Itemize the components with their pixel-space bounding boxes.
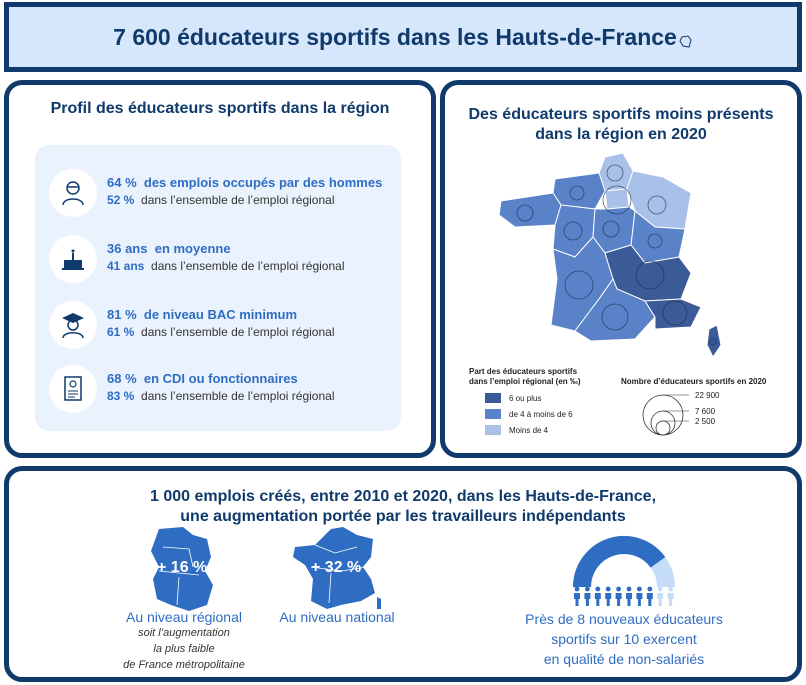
graduate-icon <box>49 301 97 349</box>
stat-main-value: 68 % <box>107 371 137 386</box>
stat-ref-text: dans l’ensemble de l’emploi régional <box>141 389 335 403</box>
stat-main-value: 36 ans <box>107 241 148 256</box>
stat-ref-text: dans l’ensemble de l’emploi régional <box>151 259 345 273</box>
legend-color-title-1: Part des éducateurs sportifs <box>469 367 578 376</box>
hauts-de-france-logo-icon <box>679 35 693 49</box>
stat-ref-value: 83 % <box>107 389 135 403</box>
legend-color-title-2: dans l’emploi régional (en ‰) <box>469 377 581 386</box>
person-icon <box>668 587 674 606</box>
legend-size-medium: 7 600 <box>695 407 716 416</box>
map-title-line2: dans la région en 2020 <box>535 126 707 143</box>
growth-title <box>9 487 797 527</box>
self-employed-line3: en qualité de non-salariés <box>543 651 705 667</box>
stat-item-education <box>49 301 399 357</box>
title-banner <box>4 2 802 72</box>
stat-ref-text: dans l’ensemble de l’emploi régional <box>141 193 335 207</box>
legend-swatch-mid <box>485 409 501 419</box>
stat-main-value: 64 % <box>107 175 137 190</box>
person-icon <box>605 587 611 606</box>
map-panel <box>440 80 802 458</box>
stat-ref-text: dans l’ensemble de l’emploi régional <box>141 325 335 339</box>
stat-ref-value: 52 % <box>107 193 135 207</box>
legend-class-mid: de 4 à moins de 6 <box>509 410 573 419</box>
person-icon <box>584 587 590 606</box>
region-corse <box>707 325 721 357</box>
regional-caption: Au niveau régional <box>126 609 242 625</box>
regional-sub-1: soit l’augmentation <box>138 627 230 639</box>
stat-main-text: en moyenne <box>154 241 231 256</box>
france-regions-map <box>495 149 735 359</box>
growth-title-line2: une augmentation portée par les travailleurs indépendants <box>180 508 626 525</box>
person-icon <box>657 587 663 606</box>
stat-main-text: des emplois occupés par des hommes <box>143 175 383 190</box>
person-icon <box>616 587 622 606</box>
legend-swatch-low <box>485 425 501 435</box>
stat-main-value: 81 % <box>107 307 137 322</box>
person-icon <box>595 587 601 606</box>
self-employed-caption <box>499 609 749 669</box>
map-title <box>445 105 797 145</box>
stat-main-text: de niveau BAC minimum <box>143 307 298 322</box>
regional-sub-2: la plus faible <box>153 643 215 655</box>
person-icon <box>626 587 632 606</box>
contract-icon <box>49 365 97 413</box>
birthday-cake-icon <box>49 235 97 283</box>
national-growth-value: + 32 % <box>311 559 362 576</box>
stat-item-contract <box>49 365 399 421</box>
person-icon <box>647 587 653 606</box>
region-ile-de-france <box>605 189 629 209</box>
stat-item-age <box>49 235 399 291</box>
growth-panel <box>4 466 802 682</box>
stat-ref-value: 41 ans <box>107 259 145 273</box>
national-caption: Au niveau national <box>279 609 395 625</box>
profile-panel <box>4 80 436 458</box>
legend-size-title: Nombre d’éducateurs sportifs en 2020 <box>621 377 767 386</box>
map-legend <box>465 363 785 443</box>
legend-size-small: 2 500 <box>695 417 716 426</box>
regional-sub-3: de France métropolitaine <box>123 659 245 671</box>
regional-caption-block <box>101 609 267 673</box>
region-normandie <box>553 173 605 209</box>
stat-ref-value: 61 % <box>107 325 135 339</box>
self-employed-line1: Près de 8 nouveaux éducateurs <box>525 611 723 627</box>
legend-class-low: Moins de 4 <box>509 426 549 435</box>
self-employed-gauge <box>569 527 679 607</box>
man-icon <box>49 169 97 217</box>
stat-main-text: en CDI ou fonctionnaires <box>143 371 298 386</box>
self-employed-line2: sportifs sur 10 exercent <box>551 631 697 647</box>
stat-item-gender <box>49 169 399 225</box>
people-icons <box>574 587 674 606</box>
person-icon <box>574 587 580 606</box>
map-title-line1: Des éducateurs sportifs moins présents <box>468 106 774 123</box>
growth-title-line1: 1 000 emplois créés, entre 2010 et 2020, dans les Hauts-de-France, <box>149 488 657 505</box>
gauge-value-arc <box>582 545 658 587</box>
legend-size-circles <box>641 391 691 437</box>
stats-box <box>35 145 401 431</box>
page-title: 7 600 éducateurs sportifs dans les Hauts-de-France <box>113 23 677 50</box>
legend-size-large: 22 900 <box>695 391 720 400</box>
regional-growth-value: + 16 % <box>157 559 208 576</box>
legend-swatch-high <box>485 393 501 403</box>
region-bretagne <box>499 193 561 227</box>
profile-title: Profil des éducateurs sportifs dans la région <box>50 100 390 117</box>
legend-class-high: 6 ou plus <box>509 394 542 403</box>
person-icon <box>636 587 642 606</box>
